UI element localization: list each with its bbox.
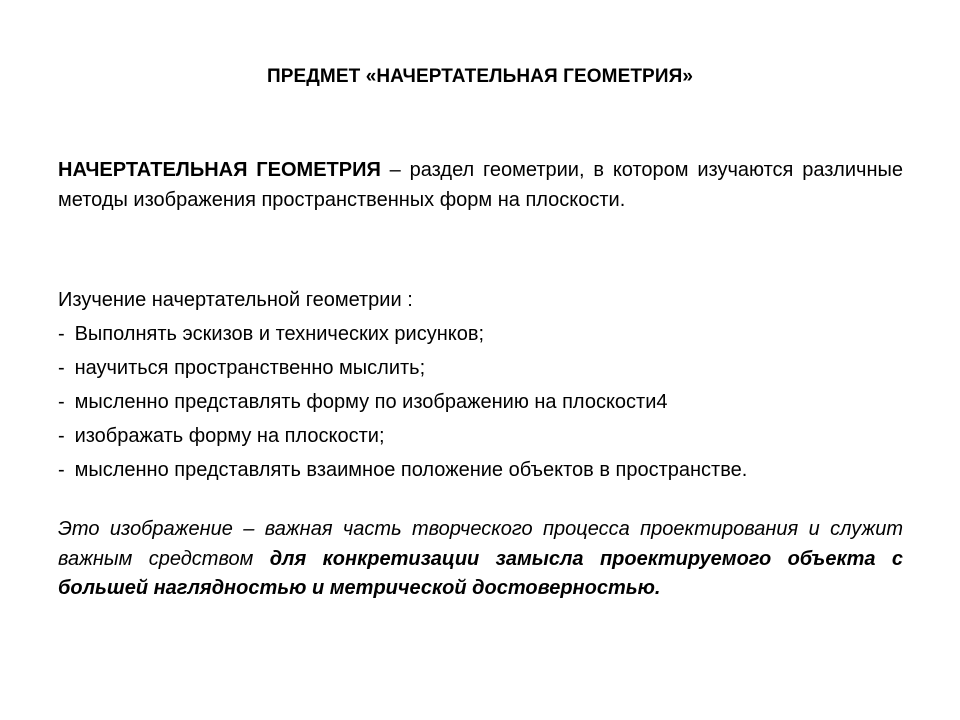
- list-dash: -: [58, 425, 65, 447]
- list-dash: -: [58, 323, 65, 345]
- study-item-text: изображать форму на плоскости;: [74, 425, 385, 447]
- study-item-text: мысленно представлять форму по изображению на плоскости4: [74, 391, 668, 413]
- study-item: [58, 385, 903, 419]
- study-item-text: Выполнять эскизов и технических рисунков;: [74, 323, 485, 345]
- study-item: [58, 317, 903, 351]
- definition-paragraph: [58, 155, 903, 215]
- study-item: [58, 419, 903, 453]
- definition-text: – раздел геометрии, в котором изучаются различные методы изображения пространственных форм на плоскости.: [58, 159, 903, 211]
- study-item: [58, 351, 903, 385]
- list-dash: -: [58, 391, 65, 413]
- list-dash: -: [58, 459, 65, 481]
- study-item: [58, 453, 903, 487]
- study-list: [58, 283, 903, 487]
- study-item-text: мысленно представлять взаимное положение объектов в пространстве.: [74, 459, 748, 481]
- slide-title: ПРЕДМЕТ «НАЧЕРТАТЕЛЬНАЯ ГЕОМЕТРИЯ»: [266, 66, 694, 87]
- study-item-text: научиться пространственно мыслить;: [74, 357, 426, 379]
- list-dash: -: [58, 357, 65, 379]
- conclusion-text: Это изображение – важная часть творческого процесса проектирования и служит важным средством: [58, 518, 903, 570]
- conclusion-emphasis: для конкретизации замысла проектируемого объекта с большей наглядностью и метрической достоверностью.: [58, 547, 904, 599]
- study-intro: Изучение начертательной геометрии :: [58, 289, 413, 311]
- conclusion-paragraph: [58, 515, 903, 604]
- definition-term: НАЧЕРТАТЕЛЬНАЯ ГЕОМЕТРИЯ: [58, 159, 381, 181]
